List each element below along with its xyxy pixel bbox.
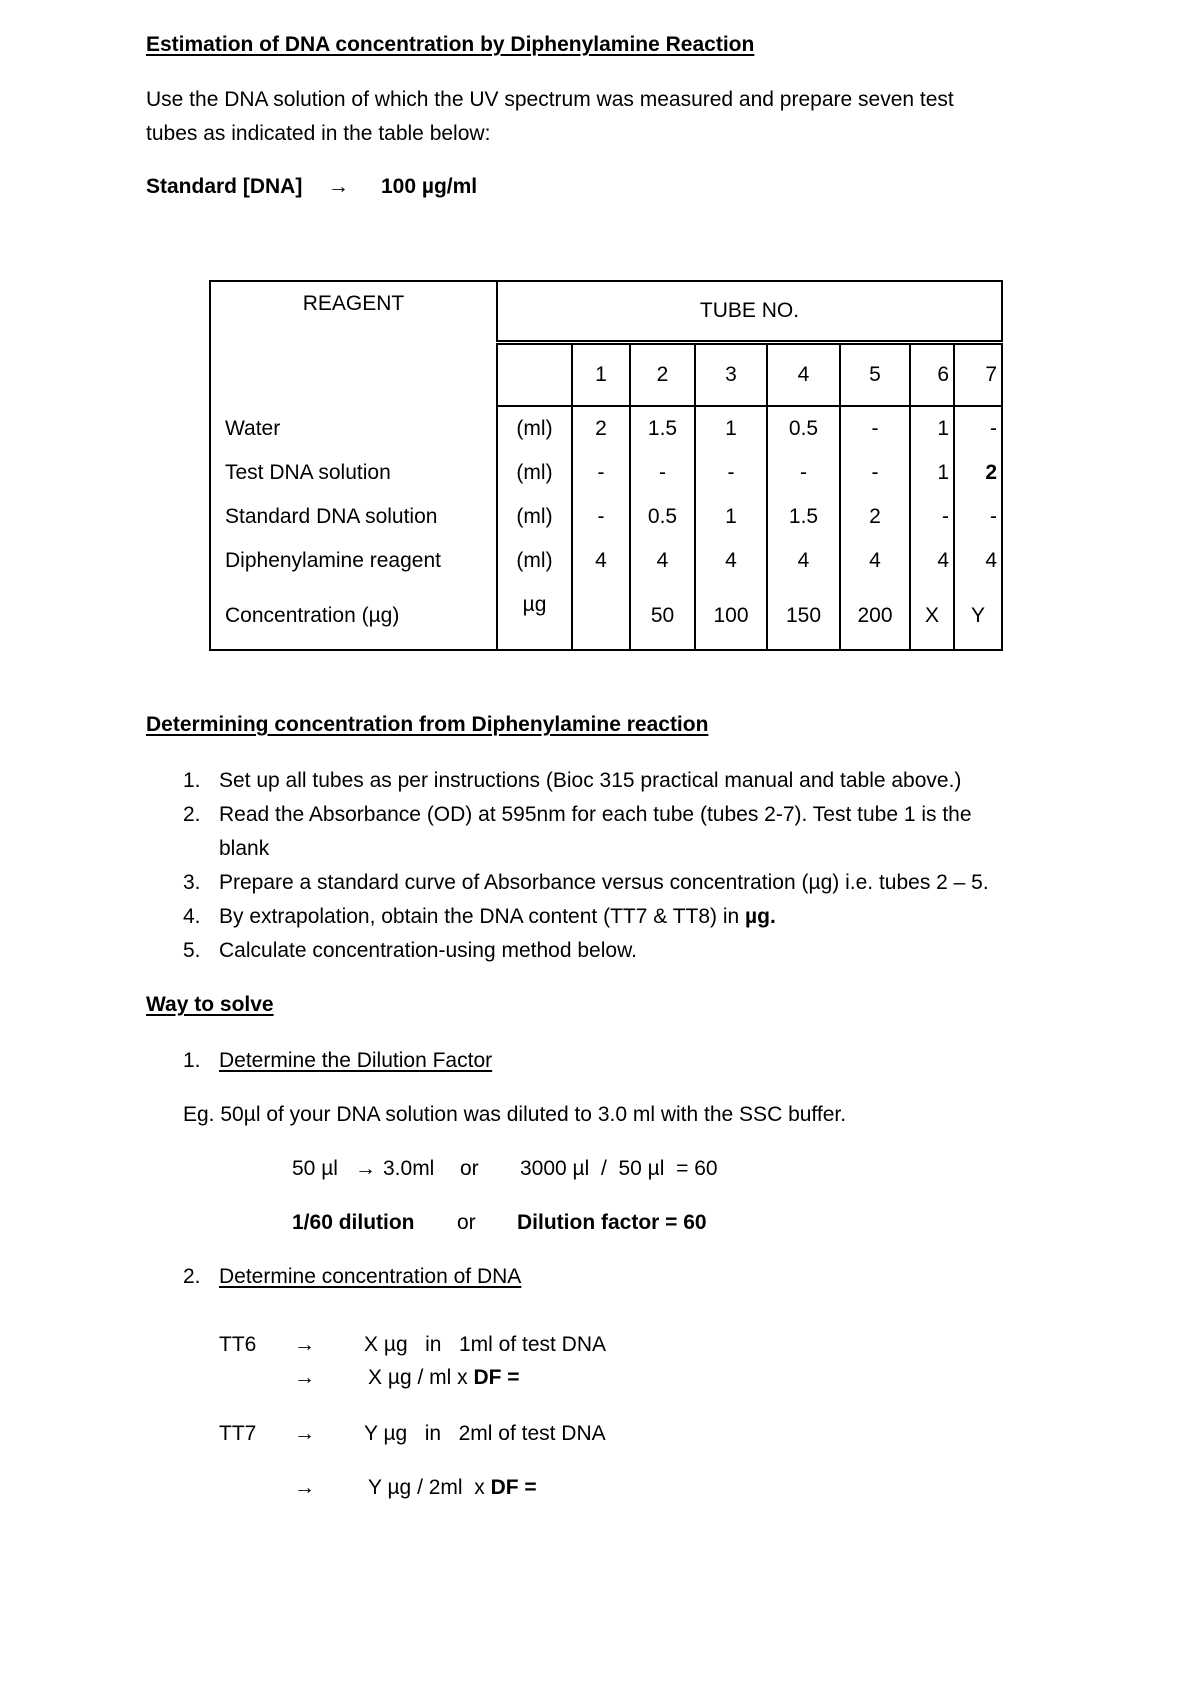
- cell-value: 50: [630, 583, 695, 650]
- tt6-label: TT6: [219, 1333, 257, 1356]
- standard-label: Standard [DNA]: [146, 175, 303, 198]
- tt7-formula: Y µg / 2ml x: [368, 1476, 491, 1499]
- cell-value: -: [572, 495, 630, 539]
- arrow-icon: →: [355, 1157, 376, 1180]
- cell-value: 4: [840, 539, 910, 583]
- cell-value: 100: [695, 583, 767, 650]
- cell-value: -: [840, 406, 910, 451]
- calc-volume-result: 3.0ml: [383, 1157, 435, 1180]
- arrow-icon: →: [294, 1333, 315, 1356]
- cell-value: 2: [954, 451, 1002, 495]
- cell-value: -: [840, 451, 910, 495]
- cell-value: [572, 583, 630, 650]
- reagent-name: Standard DNA solution: [210, 495, 497, 539]
- reagent-unit: (ml): [497, 495, 572, 539]
- tt7-line-1: Y µg in 2ml of test DNA: [364, 1422, 606, 1445]
- cell-value: 4: [695, 539, 767, 583]
- step-determine-concentration: Determine concentration of DNA: [219, 1265, 522, 1288]
- cell-value: 4: [767, 539, 840, 583]
- tube-number: 7: [954, 343, 1002, 407]
- cell-value: 4: [630, 539, 695, 583]
- tube-number: 3: [695, 343, 767, 407]
- tt6-line-2: [368, 1367, 520, 1388]
- list-item: [219, 906, 776, 927]
- or-text: or: [460, 1157, 479, 1180]
- cell-value: 2: [572, 406, 630, 451]
- cell-value: 150: [767, 583, 840, 650]
- intro-line-1: Use the DNA solution of which the UV spectrum was measured and prepare seven test: [146, 88, 954, 111]
- list-number: 5.: [183, 939, 201, 962]
- cell-value: 1.5: [767, 495, 840, 539]
- standard-value: 100 µg/ml: [381, 175, 478, 198]
- tt6-formula: X µg / ml x: [368, 1366, 474, 1389]
- cell-value: -: [572, 451, 630, 495]
- list-item: Prepare a standard curve of Absorbance versus concentration (µg) i.e. tubes 2 – 5.: [219, 871, 989, 894]
- reagent-name: Diphenylamine reagent: [210, 539, 497, 583]
- reagent-unit: (ml): [497, 539, 572, 583]
- cell-value: Y: [954, 583, 1002, 650]
- section-heading-determining: Determining concentration from Diphenylamine reaction: [146, 713, 709, 736]
- cell-value: 4: [572, 539, 630, 583]
- tube-number: 2: [630, 343, 695, 407]
- arrow-icon: →: [294, 1422, 315, 1445]
- list-number: 2.: [183, 803, 201, 826]
- reagent-name: Test DNA solution: [210, 451, 497, 495]
- table-row: [210, 583, 1002, 650]
- list-number: 2.: [183, 1265, 201, 1288]
- reagent-header: REAGENT: [210, 281, 497, 406]
- tube-number: 4: [767, 343, 840, 407]
- reagent-unit: µg: [497, 583, 572, 650]
- list-number: 1.: [183, 1049, 201, 1072]
- arrow-icon: →: [294, 1476, 315, 1499]
- arrow-icon: →: [328, 175, 349, 198]
- list-item: Set up all tubes as per instructions (Bioc 315 practical manual and table above.): [219, 769, 962, 792]
- list-number: 4.: [183, 905, 201, 928]
- calc-ratio: 3000 µl / 50 µl = 60: [520, 1157, 718, 1180]
- tt7-line-2: [368, 1477, 537, 1498]
- list-number: 1.: [183, 769, 201, 792]
- step-dilution-factor: Determine the Dilution Factor: [219, 1049, 493, 1072]
- cell-value: X: [910, 583, 954, 650]
- cell-value: 4: [910, 539, 954, 583]
- cell-value: 1: [910, 451, 954, 495]
- reagent-name: Concentration (µg): [210, 583, 497, 650]
- section-heading-way-to-solve: Way to solve: [146, 993, 274, 1016]
- unit-header-cell: [497, 343, 572, 407]
- cell-value: 1: [910, 406, 954, 451]
- list-item: Read the Absorbance (OD) at 595nm for each tube (tubes 2-7). Test tube 1 is the: [219, 803, 972, 826]
- dilution-factor-text: Dilution factor = 60: [517, 1211, 707, 1234]
- cell-value: 2: [840, 495, 910, 539]
- table-row: [210, 406, 1002, 451]
- tube-number: 6: [910, 343, 954, 407]
- or-text: or: [457, 1211, 476, 1234]
- cell-value: 1.5: [630, 406, 695, 451]
- tube-number: 5: [840, 343, 910, 407]
- reagent-unit: (ml): [497, 451, 572, 495]
- table-row: [210, 451, 1002, 495]
- reagent-unit: (ml): [497, 406, 572, 451]
- tt7-df: DF =: [490, 1476, 537, 1499]
- list-item-continuation: blank: [219, 837, 270, 860]
- cell-value: 200: [840, 583, 910, 650]
- cell-value: 1: [695, 406, 767, 451]
- cell-value: 4: [954, 539, 1002, 583]
- example-text: Eg. 50µl of your DNA solution was diluted to 3.0 ml with the SSC buffer.: [183, 1103, 847, 1126]
- cell-value: -: [630, 451, 695, 495]
- arrow-icon: →: [294, 1366, 315, 1389]
- dilution-text: 1/60 dilution: [292, 1211, 415, 1234]
- cell-value: -: [954, 495, 1002, 539]
- reagent-table: [209, 280, 1003, 651]
- cell-value: -: [695, 451, 767, 495]
- tt6-df: DF =: [473, 1366, 520, 1389]
- cell-value: -: [767, 451, 840, 495]
- cell-value: 1: [695, 495, 767, 539]
- tt6-line-1: X µg in 1ml of test DNA: [364, 1333, 607, 1356]
- table-row: [210, 539, 1002, 583]
- cell-value: -: [954, 406, 1002, 451]
- list-number: 3.: [183, 871, 201, 894]
- cell-value: 0.5: [767, 406, 840, 451]
- list-item: Calculate concentration-using method below.: [219, 939, 637, 962]
- tube-no-header: TUBE NO.: [497, 281, 1002, 343]
- table-row: [210, 495, 1002, 539]
- tt7-label: TT7: [219, 1422, 257, 1445]
- list-item-text: By extrapolation, obtain the DNA content (TT7 & TT8) in: [219, 905, 746, 928]
- tube-number: 1: [572, 343, 630, 407]
- intro-line-2: tubes as indicated in the table below:: [146, 122, 491, 145]
- reagent-name: Water: [210, 406, 497, 451]
- cell-value: 0.5: [630, 495, 695, 539]
- cell-value: -: [910, 495, 954, 539]
- list-item-unit: µg.: [745, 905, 776, 928]
- page-title: Estimation of DNA concentration by Diphenylamine Reaction: [146, 33, 755, 56]
- calc-volume: 50 µl: [292, 1157, 338, 1180]
